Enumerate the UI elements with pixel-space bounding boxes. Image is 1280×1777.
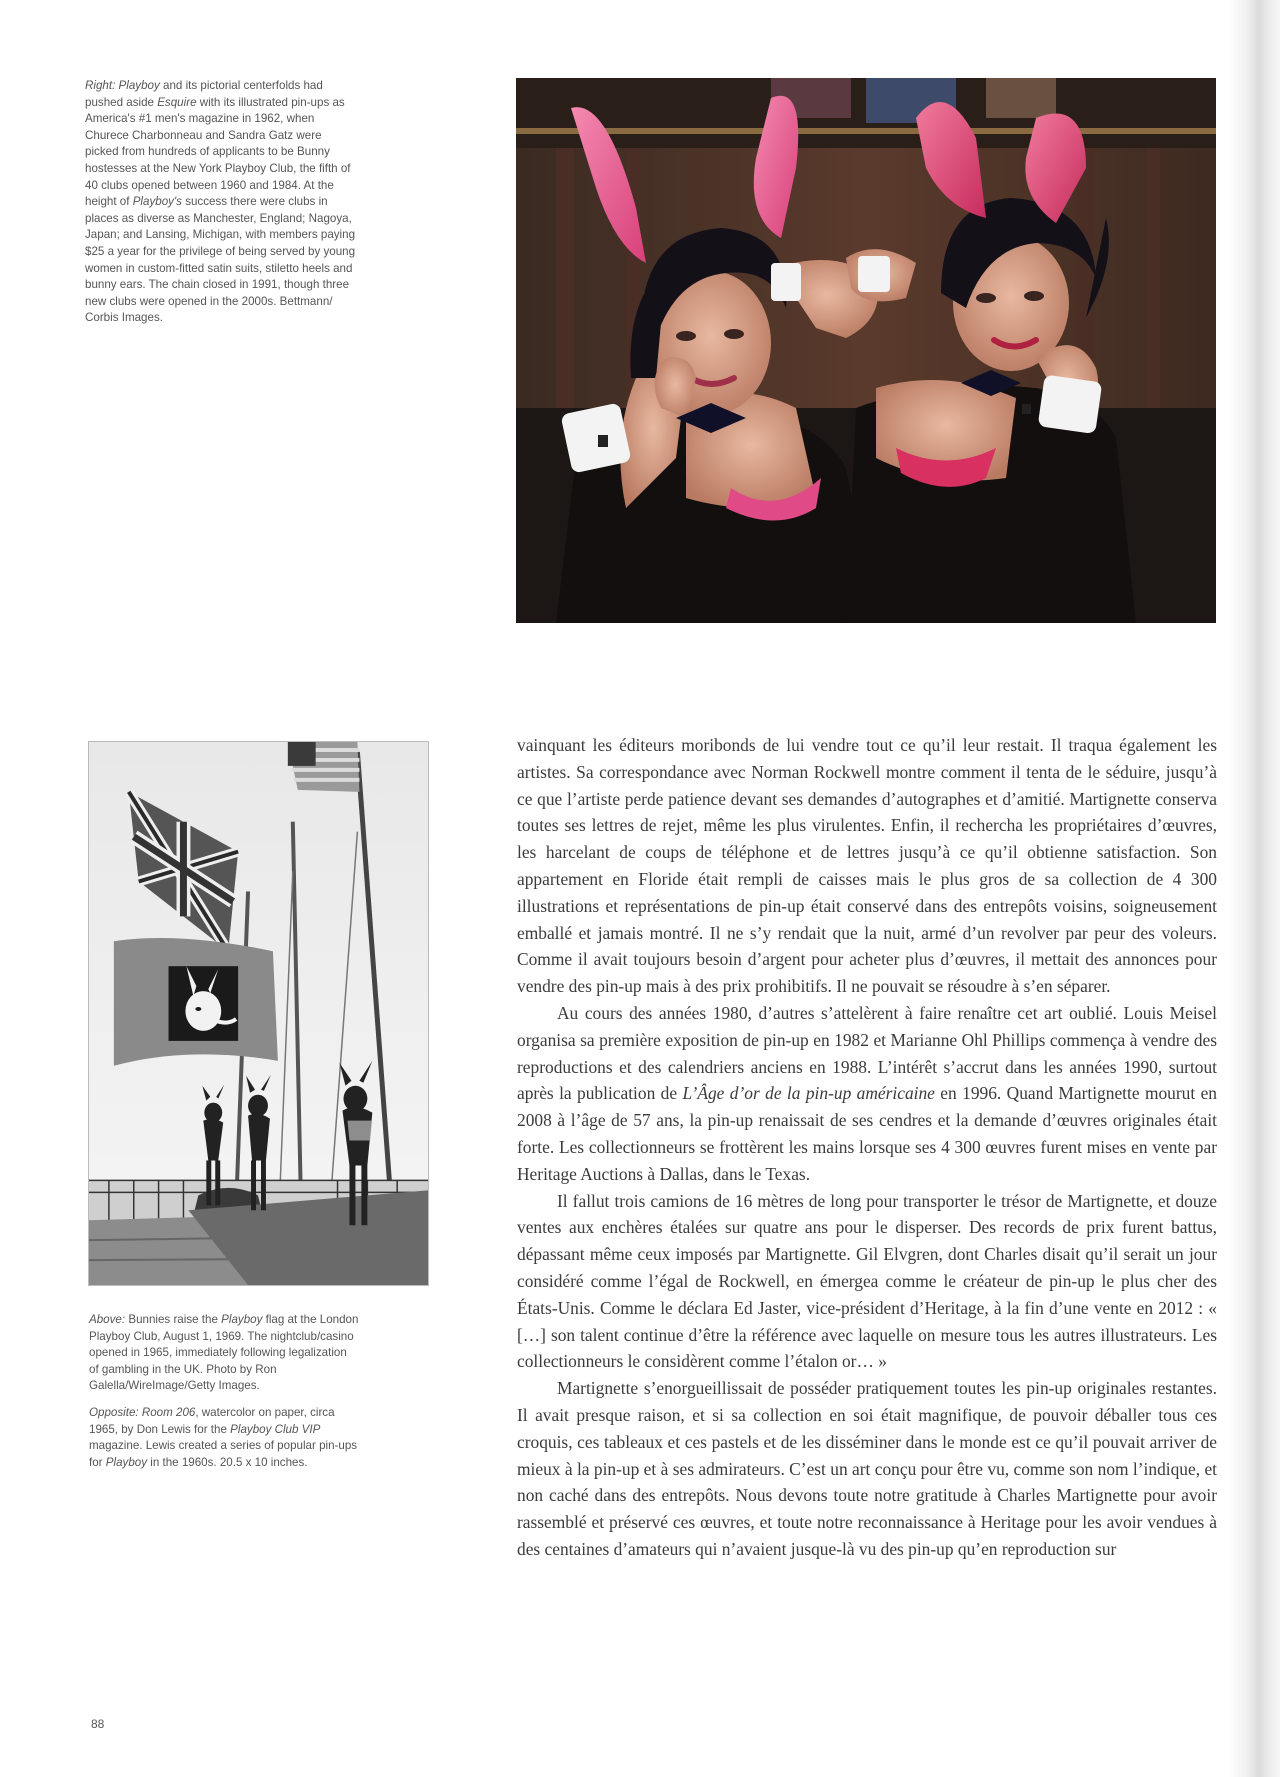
page-gutter-edge — [1228, 0, 1280, 1777]
caption-opposite — [89, 1405, 359, 1471]
caption-magazine-title: Playboy — [221, 1313, 263, 1326]
body-paragraph-4: Martignette s’enorgueillissait de posséder pratiquement toutes les pin-up originales restantes. Il avait presque raison, et si sa collection en soi était magnifique, de pouvoir déballer tous ces croquis, ces tableaux et ces pastels et de les disséminer dans le monde est ce qu’il pouvait arriver de mieux à la pin-up et à ses admirateurs. C’est un art conçu pour être vu, comme son nom l’indique, et non caché dans des entrepôts. Nous devons toute notre gratitude à Charles Martignette pour avoir rassemblé et préservé ces œuvres, et toute notre reconnaissance à Heritage pour les avoir vendues à des centaines d’amateurs qui n’avaient jusque-là vu des pin-up qu’en reproduction sur — [517, 1378, 1217, 1559]
caption-text: magazine. Lewis created a series of popular pin-ups for — [89, 1439, 358, 1469]
page-number: 88 — [91, 1717, 105, 1731]
caption-label: Above: — [89, 1313, 126, 1326]
photo-playboy-flag-illustration — [89, 742, 428, 1285]
photo-bunny-hostesses — [516, 78, 1216, 623]
caption-right — [85, 78, 357, 327]
body-paragraph-2-text: en 1996. Quand Martignette mourut en 2008 à l’âge de 57 ans, la pin-up renaissait de ses cendres et la demande d’œuvres originales était forte. Les collectionneurs se frottèrent les mains lorsque ses 4 300 œuvres furent mises en vente par Heritage Auctions à Dallas, dans le Texas. — [517, 1083, 1217, 1184]
caption-artwork-title: Room 206 — [141, 1406, 196, 1419]
book-title: L’Âge d’or de la pin-up américaine — [682, 1083, 935, 1104]
body-text-column — [517, 732, 1217, 1563]
caption-magazine-title: Playboy's — [132, 195, 182, 209]
caption-magazine-title: Esquire — [157, 95, 197, 109]
body-paragraph-1: vainquant les éditeurs moribonds de lui vendre tout ce qu’il leur restait. Il traqua également les artistes. Sa correspondance avec Norman Rockwell montre comment il tenta de le séduire, jusqu’à ce que l’artiste perde patience devant ses demandes d’autographes et d’amitié. Martignette conserva toutes ses lettres de rejet, même les plus virulentes. Enfin, il rechercha les propriétaires d’œuvres, les harcelant de coups de téléphone et de lettres jusqu’à ce qu’il obtienne satisfaction. Son appartement en Floride était rempli de caisses mais le plus gros de sa collection de 4 300 illustrations et représentations de pin-up était conservé dans des entrepôts voisins, soigneusement emballé et jamais montré. Il ne s’y rendait que la nuit, armé d’un revolver par peur des voleurs. Comme il avait toujours besoin d’argent pour acheter plus d’œuvres, il mettait des annonces pour vendre des pin-up mais à des prix prohibitifs. Il ne pouvait se résoudre à s’en séparer. — [517, 735, 1217, 997]
caption-magazine-title: Playboy — [118, 79, 160, 92]
caption-above — [89, 1312, 359, 1395]
caption-text: in the 1960s. 20.5 x 10 inches. — [147, 1455, 308, 1469]
caption-text: and its pictorial centerfolds had pushed aside — [85, 79, 323, 109]
caption-text: Bunnies raise the — [125, 1313, 222, 1326]
photo-playboy-flag-london — [88, 741, 429, 1286]
body-paragraph-2-text: Au cours des années 1980, d’autres s’attelèrent à faire renaître cet art oublié. Louis Meisel organisa sa première exposition de pin-up en 1982 et Marianne Ohl Phillips commença à vendre des reproductions et des calendriers anciens en 1988. L’intérêt s’accrut dans les années 1990, surtout après la publication de — [517, 1002, 1217, 1104]
caption-label: Opposite: — [89, 1406, 139, 1419]
caption-label: Right: — [85, 79, 116, 92]
caption-magazine-title: Playboy — [105, 1455, 148, 1469]
body-paragraph-3: Il fallut trois camions de 16 mètres de long pour transporter le trésor de Martignette, et douze ventes aux enchères étalées sur quatre ans pour le disperser. Des records de prix furent battus, dépassant même ceux imposés par Martignette. Gil Elvgren, dont Charles disait qu’il serait un jour considéré comme l’égal de Rockwell, en émergea comme le créateur de pin-up le plus cher des États-Unis. Comme le déclara Ed Jaster, vice-président d’Heritage, à la fin d’une vente en 2012 : « […] son talent continue d’être la référence avec laquelle on mesure tous les autres illustrateurs. Les collectionneurs le considèrent comme l’étalon or… » — [517, 1190, 1217, 1372]
caption-text: with its illustrated pin-ups as America's #1 men's magazine in 1962, when Churece Charbonneau and Sandra Gatz were picked from hundreds of applicants to be Bunny hostesses at the New York Playboy Club, the fifth of 40 clubs opened between 1960 and 1984. At the height of — [85, 95, 351, 209]
caption-text: flag at the London Playboy Club, August 1, 1969. The nightclub/casino opened in 1965, immediately following legalization of gambling in the UK. Photo by Ron Galella/WireImage/Getty Images. — [89, 1313, 359, 1393]
caption-text: , watercolor on paper, circa 1965, by Don Lewis for the — [89, 1406, 335, 1436]
body-paragraph-2 — [517, 1000, 1217, 1188]
photo-bunny-hostesses-illustration — [516, 78, 1216, 623]
caption-magazine-title: Playboy Club VIP — [230, 1422, 321, 1436]
caption-text: success there were clubs in places as diverse as Manchester, England; Nagoya, Japan; and Lansing, Michigan, with members paying $25 a year for the privilege of being served by young women in custom-fitted satin suits, stiletto heels and bunny ears. The chain closed in 1991, though three new clubs were opened in the 2000s. Bettmann/ Corbis Images. — [85, 195, 356, 325]
